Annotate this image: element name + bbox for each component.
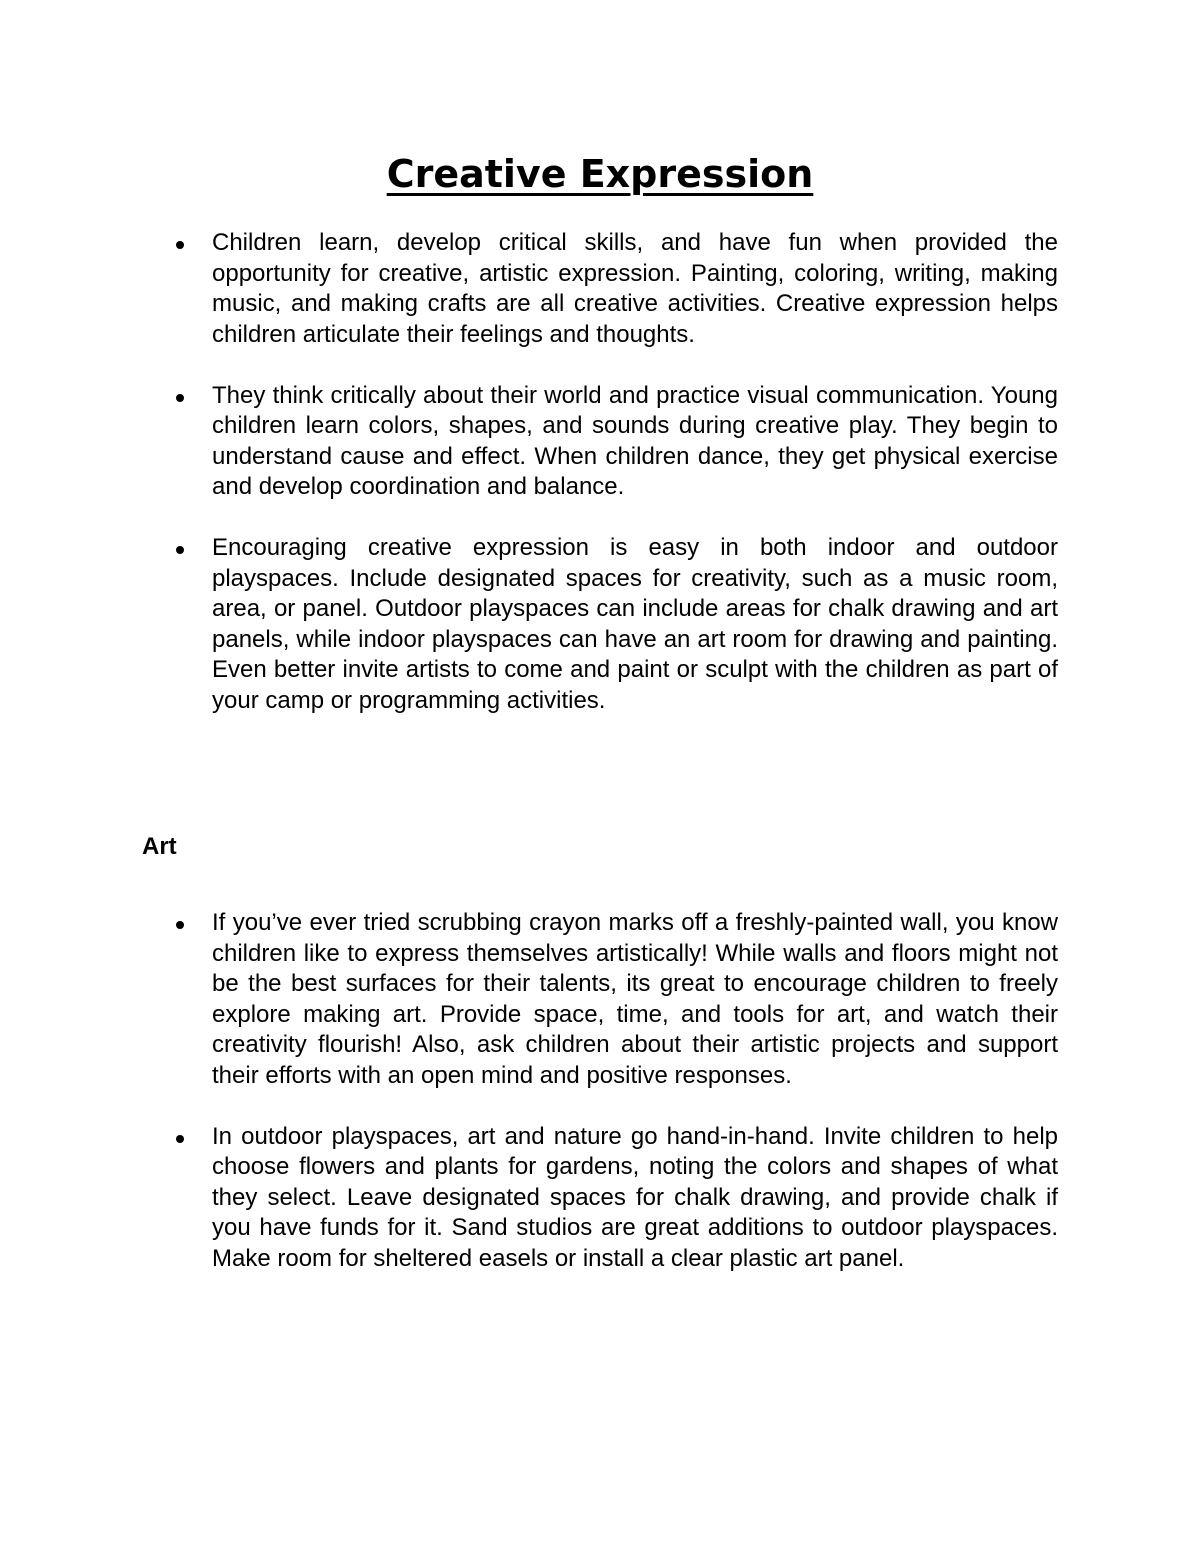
- list-item: [0, 381, 1200, 503]
- list-item: [0, 228, 1200, 350]
- bullet-text: Children learn, develop critical skills, and have fun when provided the opportunity for creative, artistic expression. Painting, coloring, writing, making music, and making crafts are all creative activities. Creative expression helps children articulate their feelings and thoughts.: [212, 229, 1058, 348]
- list-item: [0, 533, 1200, 716]
- list-item: [0, 908, 1200, 1091]
- bullet-text: Encouraging creative expression is easy in both indoor and outdoor playspaces. Include designated spaces for creativity, such as a music room, area, or panel. Outdoor playspaces can include areas for chalk drawing and art panels, while indoor playspaces can have an art room for drawing and painting. Even better invite artists to come and paint or sculpt with the children as part of your camp or programming activities.: [212, 534, 1058, 714]
- bullet-icon: [176, 921, 184, 929]
- art-bullet-list: [0, 908, 1200, 1274]
- bullet-text: They think critically about their world and practice visual communication. Young children learn colors, shapes, and sounds during creative play. They begin to understand cause and effect. When children dance, they get physical exercise and develop coordination and balance.: [212, 381, 1058, 500]
- document-title: Creative Expression: [386, 152, 814, 196]
- list-item: [0, 1122, 1200, 1275]
- bullet-icon: [176, 241, 184, 249]
- intro-bullet-list: [0, 228, 1200, 716]
- bullet-icon: [176, 546, 184, 554]
- bullet-text: In outdoor playspaces, art and nature go hand-in-hand. Invite children to help choose flowers and plants for gardens, noting the colors and shapes of what they select. Leave designated spaces for chalk drawing, and provide chalk if you have funds for it. Sand studios are great additions to outdoor playspaces. Make room for sheltered easels or install a clear plastic art panel.: [212, 1122, 1058, 1272]
- bullet-icon: [176, 1135, 184, 1143]
- bullet-text: If you’ve ever tried scrubbing crayon marks off a freshly-painted wall, you know children like to express themselves artistically! While walls and floors might not be the best surfaces for their talents, its great to encourage children to freely explore making art. Provide space, time, and tools for art, and watch their creativity flourish! Also, ask children about their artistic projects and support their efforts with an open mind and positive responses.: [212, 909, 1058, 1089]
- art-section-heading: Art: [142, 833, 177, 860]
- bullet-icon: [176, 394, 184, 402]
